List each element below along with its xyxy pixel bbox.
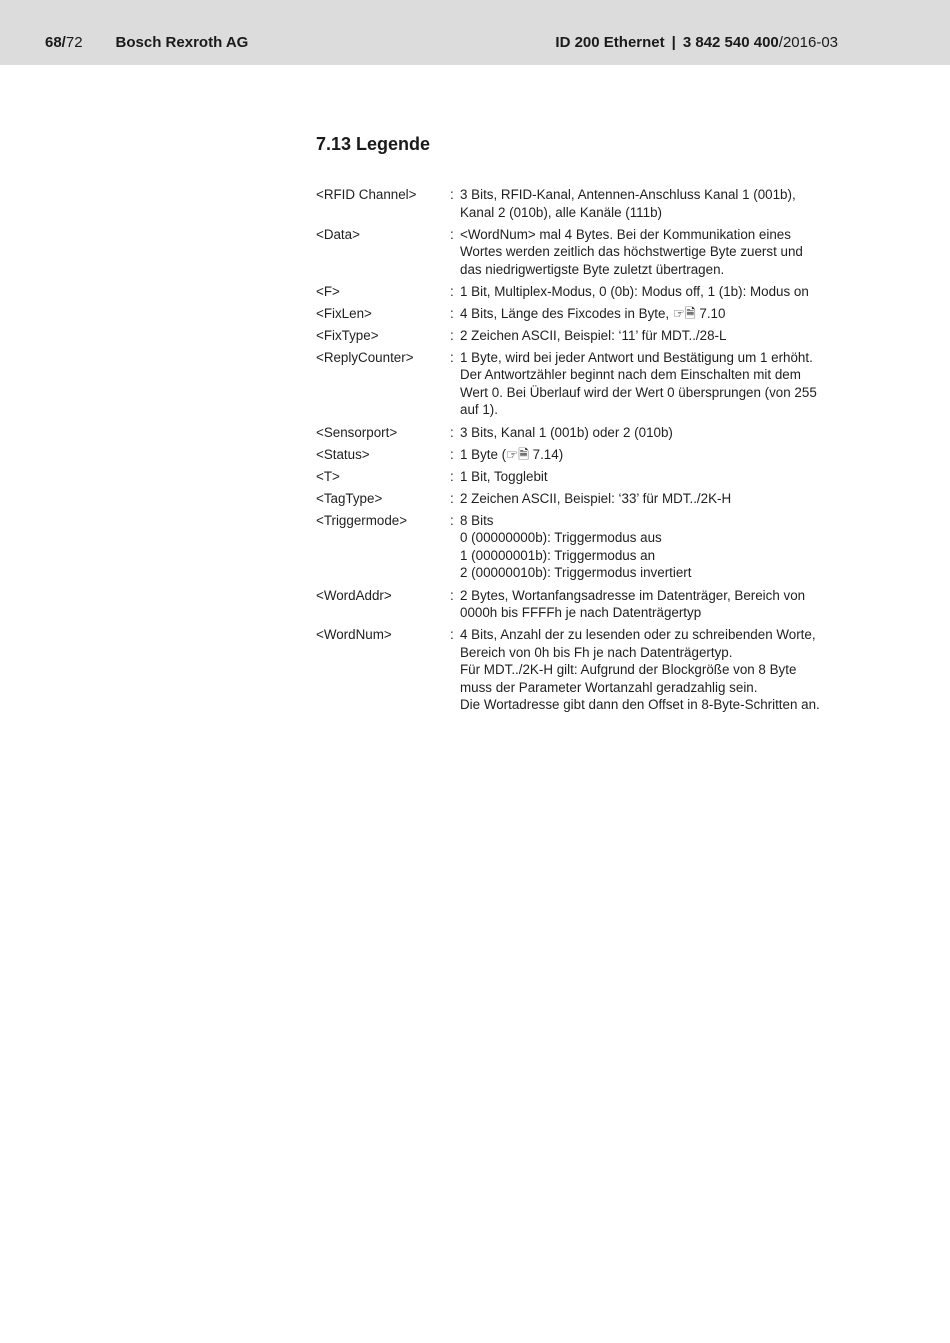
legend-description <box>460 424 846 442</box>
legend-colon: : <box>450 349 454 365</box>
legend-term: <Triggermode> <box>316 512 408 528</box>
header-separator: | <box>671 34 676 51</box>
legend-colon: : <box>450 327 454 343</box>
description-line: 3 Bits, Kanal 1 (001b) oder 2 (010b) <box>460 424 673 440</box>
legend-description <box>460 226 846 279</box>
legend-term: <RFID Channel> <box>316 187 417 202</box>
page-header <box>0 0 950 65</box>
legend-entry <box>316 512 846 582</box>
legend-colon: : <box>450 226 454 242</box>
legend-entry <box>316 626 846 714</box>
legend-entry <box>316 490 846 508</box>
legend-colon: : <box>450 187 454 202</box>
legend-term: <T> <box>316 468 340 484</box>
legend-description <box>460 283 846 301</box>
description-line: 1 Bit, Togglebit <box>460 468 548 484</box>
legend-colon: : <box>450 446 454 462</box>
legend-description <box>460 349 846 419</box>
legend-entry <box>316 446 846 464</box>
description-line: 2 Zeichen ASCII, Beispiel: ‘11’ für MDT../28-L <box>460 327 727 343</box>
description-line: Kanal 2 (010b), alle Kanäle (111b) <box>460 204 662 220</box>
legend-description <box>460 468 846 486</box>
description-line: 4 Bits, Anzahl der zu lesenden oder zu schreibenden Worte, <box>460 627 816 643</box>
legend-term: <Sensorport> <box>316 424 398 440</box>
description-line: Die Wortadresse gibt dann den Offset in 8-Byte-Schritten an. <box>460 697 820 713</box>
legend-entry <box>316 226 846 279</box>
description-line: 0 (00000000b): Triggermodus aus <box>460 530 662 546</box>
legend-term: <Data> <box>316 226 360 242</box>
description-line: 4 Bits, Länge des Fixcodes in Byte, ☞🗎 7.10 <box>460 305 726 321</box>
description-line: 0000h bis FFFFh je nach Datenträgertyp <box>460 605 702 621</box>
legend-term: <ReplyCounter> <box>316 349 414 365</box>
legend-list <box>316 186 846 718</box>
legend-colon: : <box>450 512 454 528</box>
legend-entry <box>316 305 846 323</box>
legend-description <box>460 512 846 582</box>
legend-entry <box>316 424 846 442</box>
description-line: das niedrigwertigste Byte zuletzt übertragen. <box>460 261 725 277</box>
description-line: 3 Bits, RFID-Kanal, Antennen-Anschluss Kanal 1 (001b), <box>460 187 796 202</box>
legend-description <box>460 446 846 464</box>
legend-entry <box>316 468 846 486</box>
description-line: <WordNum> mal 4 Bytes. Bei der Kommunikation eines <box>460 226 791 242</box>
description-line: 1 Byte (☞🗎 7.14) <box>460 446 564 462</box>
legend-description <box>460 490 846 508</box>
description-line: 2 Bytes, Wortanfangsadresse im Datenträger, Bereich von <box>460 587 806 603</box>
company-name: Bosch Rexroth AG <box>115 34 249 51</box>
legend-term: <Status> <box>316 446 370 462</box>
doc-number: 3 842 540 400 <box>682 34 779 51</box>
description-line: 1 (00000001b): Triggermodus an <box>460 547 656 563</box>
legend-term: <FixLen> <box>316 305 372 321</box>
legend-colon: : <box>450 468 454 484</box>
doc-date: /2016-03 <box>778 34 838 51</box>
description-line: 8 Bits <box>460 512 494 528</box>
legend-entry <box>316 283 846 301</box>
description-line: Der Antwortzähler beginnt nach dem Einschalten mit dem <box>460 367 801 383</box>
legend-description <box>460 587 846 622</box>
description-line: Wert 0. Bei Überlauf wird der Wert 0 übersprungen (von 255 <box>460 384 817 400</box>
description-line: muss der Parameter Wortanzahl geradzahlig sein. <box>460 679 758 695</box>
page-total: 72 <box>65 34 83 51</box>
legend-colon: : <box>450 490 454 506</box>
description-line: Bereich von 0h bis Fh je nach Datenträgertyp. <box>460 644 733 660</box>
header-right <box>555 34 838 52</box>
doc-title: ID 200 Ethernet <box>555 34 665 51</box>
description-line: 1 Bit, Multiplex-Modus, 0 (0b): Modus off, 1 (1b): Modus on <box>460 283 809 299</box>
legend-term: <WordAddr> <box>316 587 392 603</box>
description-line: Für MDT../2K-H gilt: Aufgrund der Blockgröße von 8 Byte <box>460 662 797 678</box>
description-line: auf 1). <box>460 402 498 418</box>
legend-colon: : <box>450 627 454 643</box>
legend-entry <box>316 327 846 345</box>
description-line: 2 Zeichen ASCII, Beispiel: ‘33’ für MDT../2K-H <box>460 490 732 506</box>
legend-entry <box>316 349 846 419</box>
description-line: 1 Byte, wird bei jeder Antwort und Bestätigung um 1 erhöht. <box>460 349 813 365</box>
legend-entry <box>316 186 846 221</box>
legend-colon: : <box>450 424 454 440</box>
legend-colon: : <box>450 587 454 603</box>
legend-description <box>460 305 846 323</box>
header-left <box>45 34 248 52</box>
legend-term: <WordNum> <box>316 627 392 643</box>
description-line: Wortes werden zeitlich das höchstwertige Byte zuerst und <box>460 244 803 260</box>
legend-description <box>460 626 846 714</box>
legend-term: <F> <box>316 283 340 299</box>
legend-term: <TagType> <box>316 490 383 506</box>
legend-description <box>460 186 846 221</box>
legend-colon: : <box>450 283 454 299</box>
legend-term: <FixType> <box>316 327 379 343</box>
legend-description <box>460 327 846 345</box>
description-line: 2 (00000010b): Triggermodus invertiert <box>460 565 692 581</box>
legend-colon: : <box>450 305 454 321</box>
page-number: 68/ <box>45 34 66 51</box>
legend-entry <box>316 587 846 622</box>
section-title: 7.13 Legende <box>316 134 431 154</box>
